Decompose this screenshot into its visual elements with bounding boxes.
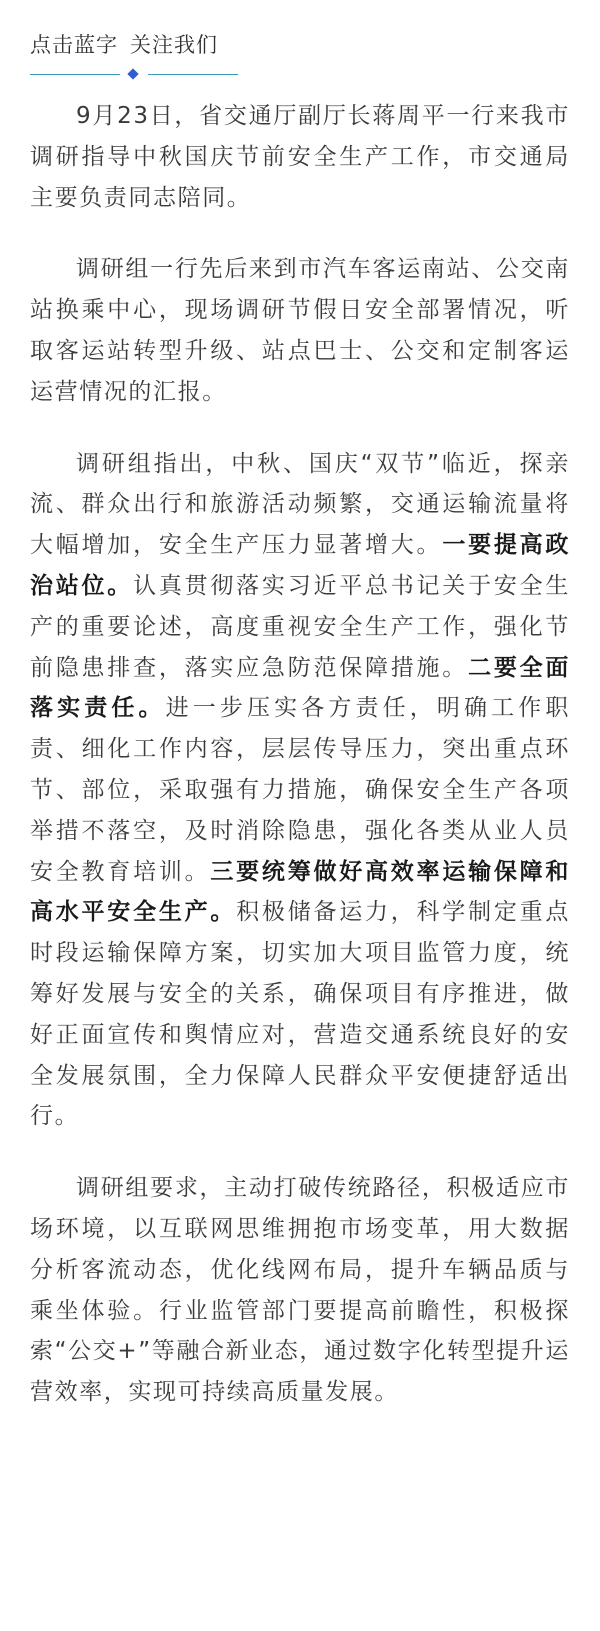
- requirements-intro: 调研组指出，中秋、国庆“双节”临近，探亲流、群众出行和旅游活动频繁，交通运输流量将大幅增加，安全生产压力显著增大。: [30, 450, 570, 559]
- click-blue-text-label: 点击蓝字: [30, 33, 118, 57]
- requirement-2-title: 二要全面落实责任。: [30, 654, 571, 722]
- paragraph-site-inspection: 调研组一行先后来到市汽车客运南站、公交南站换乘中心，现场调研节假日安全部署情况，听取客运站转型升级、站点巴士、公交和定制客运运营情况的汇报。: [30, 256, 570, 405]
- divider-line-left: [30, 74, 120, 75]
- requirement-3-title: 三要统筹做好高效率运输保障和高水平安全生产。: [30, 858, 570, 926]
- follow-us-label: 关注我们: [130, 33, 218, 57]
- requirement-1-body: 认真贯彻落实习近平总书记关于安全生产的重要论述，高度重视安全生产工作，强化节前隐患排查，落实应急防范保障措施。: [30, 572, 570, 681]
- diamond-icon: [127, 68, 138, 79]
- requirement-3-body: 积极储备运力，科学制定重点时段运输保障方案，切实加大项目监管力度，统筹好发展与安全的关系，确保项目有序推进，做好正面宣传和舆情应对，营造交通系统良好的安全发展氛围，全力保障人民群众平安便捷舒适出行。: [30, 899, 570, 1130]
- follow-header: [30, 28, 238, 80]
- article-body: [30, 96, 570, 1444]
- paragraph-demands: 调研组要求，主动打破传统路径，积极适应市场环境，以互联网思维拥抱市场变革，用大数据分析客流动态，优化线网布局，提升车辆品质与乘坐体验。行业监管部门要提高前瞻性，积极探索“公交+”等融合新业态，通过数字化转型提升运营效率，实现可持续高质量发展。: [30, 1175, 570, 1406]
- follow-prompt[interactable]: [30, 28, 238, 62]
- divider-line-right: [148, 74, 238, 75]
- requirement-2-body: 进一步压实各方责任，明确工作职责、细化工作内容，层层传导压力，突出重点环节、部位，采取强有力措施，确保安全生产各项举措不落空，及时消除隐患，强化各类从业人员安全教育培训。: [30, 695, 571, 885]
- paragraph-visit: 9月23日，省交通厅副厅长蒋周平一行来我市调研指导中秋国庆节前安全生产工作，市交通局主要负责同志陪同。: [30, 103, 570, 211]
- paragraph-three-requirements: [30, 444, 570, 1138]
- requirement-1-title: 一要提高政治站位。: [30, 532, 570, 599]
- header-divider: [30, 70, 238, 80]
